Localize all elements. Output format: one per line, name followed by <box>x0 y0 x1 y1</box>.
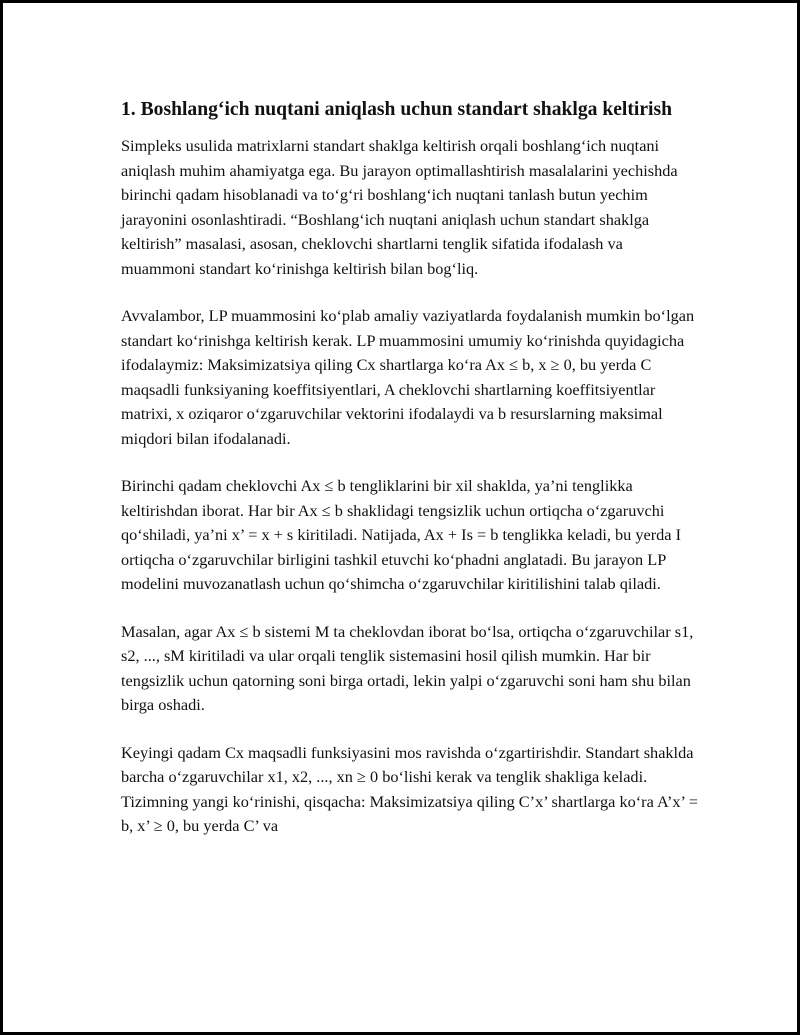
paragraph-1: Simpleks usulida matrixlarni standart shaklga keltirish orqali boshlang‘ich nuqtani aniqlash muhim ahamiyatga ega. Bu jarayon optimallashtirish masalalarini yechishda birinchi qadam hisoblanadi va to‘g‘ri boshlang‘ich nuqtani tanlash butun yechim jarayonini osonlashtiradi. “Boshlang‘ich nuqtani aniqlash uchun standart shaklga keltirish” masalasi, asosan, cheklovchi shartlarni tenglik sifatida ifodalash va muammoni standart ko‘rinishga keltirish bilan bog‘liq. <box>121 136 678 278</box>
document-body <box>121 97 701 839</box>
section-heading: 1. Boshlang‘ich nuqtani aniqlash uchun standart shaklga keltirish <box>121 99 672 120</box>
paragraph-5: Keyingi qadam Cx maqsadli funksiyasini mos ravishda o‘zgartirishdir. Standart shaklda barcha o‘zgaruvchilar x1, x2, ..., xn ≥ 0 bo‘lishi kerak va tenglik shakliga keladi. Tizimning yangi ko‘rinishi, qisqacha: Maksimizatsiya qiling C’x’ shartlarga ko‘ra A’x’ = b, x’ ≥ 0, bu yerda C’ va <box>121 742 698 835</box>
paragraph-3: Birinchi qadam cheklovchi Ax ≤ b tengliklarini bir xil shaklda, ya’ni tenglikka keltirishdan iborat. Har bir Ax ≤ b shaklidagi tengsizlik uchun ortiqcha o‘zgaruvchi qo‘shiladi, ya’ni x’ = x + s kiritiladi. Natijada, Ax + Is = b tenglikka keladi, bu yerda I ortiqcha o‘zgaruvchilar birligini tashkil etuvchi ko‘phadni anglatadi. Bu jarayon LP modelini muvozanatlash uchun qo‘shimcha o‘zgaruvchilar kiritilishini talab qiladi. <box>121 476 682 593</box>
paragraph-4: Masalan, agar Ax ≤ b sistemi M ta cheklovdan iborat bo‘lsa, ortiqcha o‘zgaruvchilar s1, s2, ..., sM kiritiladi va ular orqali tenglik sistemasini hosil qilish mumkin. Har bir tengsizlik uchun qatorning soni birga ortadi, lekin yalpi o‘zgaruvchi soni ham shu bilan birga oshadi. <box>121 621 694 714</box>
paragraph-2: Avvalambor, LP muammosini ko‘plab amaliy vaziyatlarda foydalanish mumkin bo‘lgan standart ko‘rinishga keltirish kerak. LP muammosini umumiy ko‘rinishda quyidagicha ifodalaymiz: Maksimizatsiya qiling Cx shartlarga ko‘ra Ax ≤ b, x ≥ 0, bu yerda C maqsadli funksiyaning koeffitsiyentlari, A cheklovchi shartlarning koeffitsiyentlar matrixi, x oziqaror o‘zgaruvchilar vektorini ifodalaydi va b resurslarning maksimal miqdori bilan ifodalanadi. <box>121 306 695 448</box>
